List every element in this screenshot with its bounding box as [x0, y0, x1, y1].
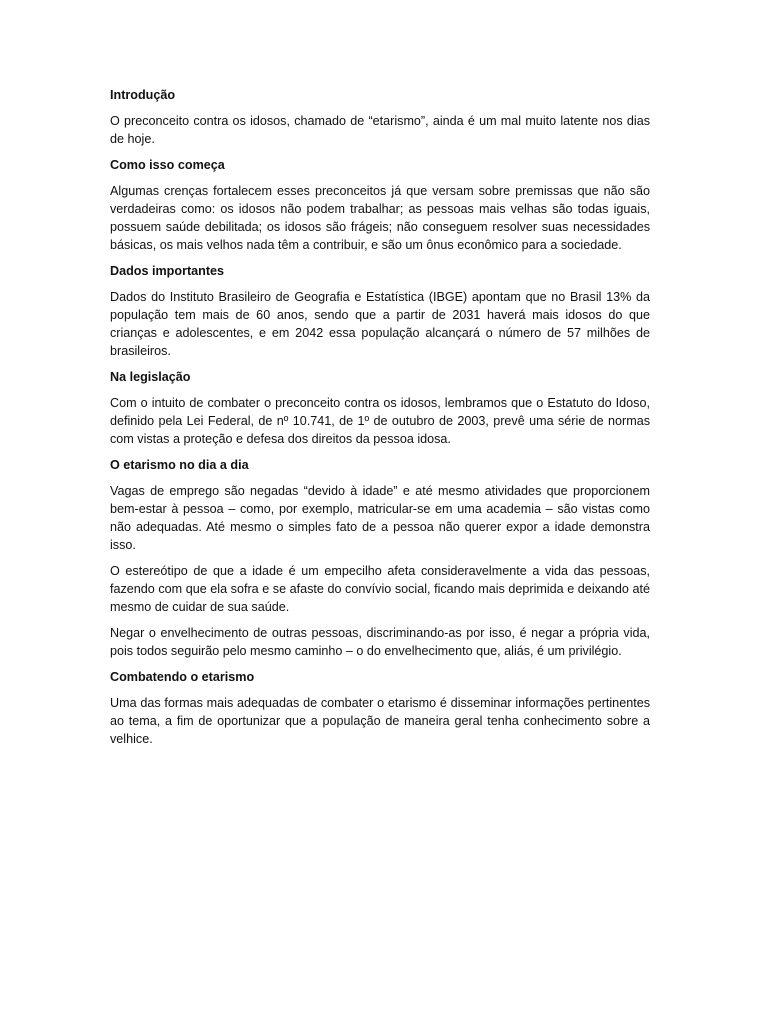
heading-na-legislacao: Na legislação — [110, 370, 191, 384]
heading-como-isso-comeca: Como isso começa — [110, 158, 225, 172]
section-dados-importantes — [110, 262, 650, 360]
paragraph-estereotipo: O estereótipo de que a idade é um empecilho afeta consideravelmente a vida das pessoas, fazendo com que ela sofra e se afaste do convívio social, ficando mais deprimida e deixando até mesmo de cuidar de sua saúde. — [110, 564, 650, 614]
paragraph-combatendo-etarismo: Uma das formas mais adequadas de combater o etarismo é disseminar informações pertinentes ao tema, a fim de oportunizar que a população de maneira geral tenha conhecimento sobre a velhice. — [110, 696, 650, 746]
heading-combatendo-etarismo: Combatendo o etarismo — [110, 670, 255, 684]
paragraph-introducao: O preconceito contra os idosos, chamado de “etarismo”, ainda é um mal muito latente nos dias de hoje. — [110, 114, 650, 146]
paragraph-dados-importantes: Dados do Instituto Brasileiro de Geografia e Estatística (IBGE) apontam que no Brasil 13% da população tem mais de 60 anos, sendo que a partir de 2031 haverá mais idosos do que crianças e adolescentes, e em 2042 essa população alcançará o número de 57 milhões de brasileiros. — [110, 290, 650, 358]
heading-etarismo-dia-a-dia: O etarismo no dia a dia — [110, 458, 249, 472]
section-introducao — [110, 86, 650, 148]
document-page — [110, 86, 650, 756]
paragraph-negar-envelhecimento: Negar o envelhecimento de outras pessoas, discriminando-as por isso, é negar a própria vida, pois todos seguirão pelo mesmo caminho – o do envelhecimento que, aliás, é um privilégio. — [110, 626, 650, 658]
paragraph-na-legislacao: Com o intuito de combater o preconceito contra os idosos, lembramos que o Estatuto do Idoso, definido pela Lei Federal, de nº 10.741, de 1º de outubro de 2003, prevê uma série de normas com vistas a proteção e defesa dos direitos da pessoa idosa. — [110, 396, 650, 446]
heading-introducao: Introdução — [110, 88, 176, 102]
paragraph-como-isso-comeca: Algumas crenças fortalecem esses preconceitos já que versam sobre premissas que não são verdadeiras como: os idosos não podem trabalhar; as pessoas mais velhas são todas iguais, possuem saúde debilitada; os idosos são frágeis; não conseguem resolver suas necessidades básicas, os mais velhos nada têm a contribuir, e são um ônus econômico para a sociedade. — [110, 184, 650, 252]
heading-dados-importantes: Dados importantes — [110, 264, 225, 278]
section-etarismo-dia-a-dia — [110, 456, 650, 660]
section-como-isso-comeca — [110, 156, 650, 254]
section-combatendo-etarismo — [110, 668, 650, 748]
section-na-legislacao — [110, 368, 650, 448]
paragraph-vagas-de-emprego: Vagas de emprego são negadas “devido à idade” e até mesmo atividades que proporcionem bem-estar à pessoa – como, por exemplo, matricular-se em uma academia – são vistas como não adequadas. Até mesmo o simples fato de a pessoa não querer expor a idade demonstra isso. — [110, 484, 650, 552]
